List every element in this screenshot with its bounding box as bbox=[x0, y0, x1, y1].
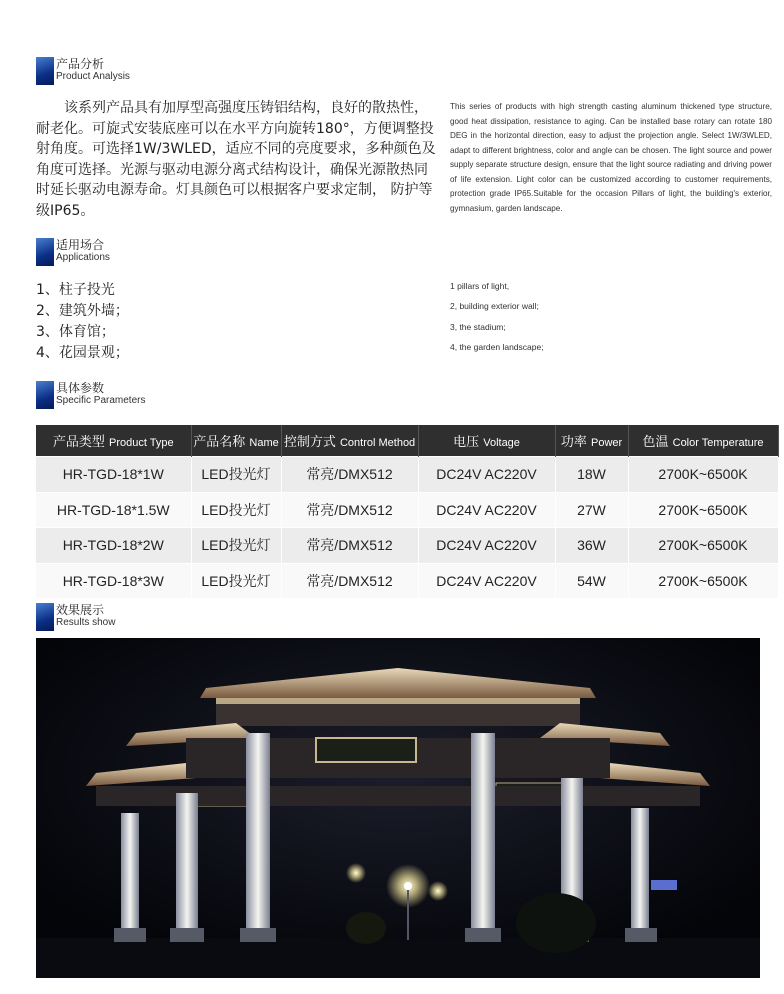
application-item-zh: 1、柱子投光 bbox=[36, 282, 115, 298]
product-analysis-text-zh: 该系列产品具有加厚型高强度压铸铝结构，良好的散热性，耐老化。可旋式安装底座可以在水平方向旋转180°，方便调整投射角度。可选择1W/3WLED，适应不同的亮度要求，多种颜色及角度可选择。光源与驱动电源分离式结构设计，确保光源散热同时延长驱动电源寿命。灯具颜色可以根据客户要求定制， 防护等级IP65。 bbox=[36, 100, 436, 219]
col-header-type: 产品类型 Product Type bbox=[36, 425, 191, 457]
cell-type: HR-TGD-18*1.5W bbox=[36, 492, 191, 528]
cell-power: 54W bbox=[555, 563, 628, 598]
cell-power: 36W bbox=[555, 528, 628, 564]
cell-control: 常亮/DMX512 bbox=[281, 457, 418, 493]
cell-type: HR-TGD-18*1W bbox=[36, 457, 191, 493]
application-item-zh: 4、花园景观； bbox=[36, 345, 129, 361]
results-title-zh: 效果展示 bbox=[56, 603, 105, 617]
table-row bbox=[36, 457, 778, 493]
applications-title-en: Applications bbox=[56, 252, 110, 263]
cell-control: 常亮/DMX512 bbox=[281, 528, 418, 564]
cell-power: 18W bbox=[555, 457, 628, 493]
cell-voltage: DC24V AC220V bbox=[418, 457, 555, 493]
cell-control: 常亮/DMX512 bbox=[281, 563, 418, 598]
col-header-name: 产品名称 Name bbox=[191, 425, 281, 457]
product-analysis-text-en: This series of products with high strength casting aluminum thickened type structure, good heat dissipation, resistance to aging. Can be installed base rotary can rotate 180 DEG in the horizontal direction, easy to adjust the projection angle. Select 1W/3WLED, adapt to different brightness, color and angle can be chosen. The light source and power supply separate structure design, ensure that the light source radiating and driving power of life extension. Light color can be customized according to customer requirements, protection grade IP65.Suitable for the occasion Pillars of light, the building's exterior, gymnasium, garden landscape. bbox=[450, 102, 772, 213]
application-item-en: 2, building exterior wall; bbox=[450, 301, 539, 311]
cell-name: LED投光灯 bbox=[191, 457, 281, 493]
applications-title-zh: 适用场合 bbox=[56, 238, 105, 252]
cell-voltage: DC24V AC220V bbox=[418, 528, 555, 564]
spec-table bbox=[36, 425, 779, 598]
cell-type: HR-TGD-18*2W bbox=[36, 528, 191, 564]
cell-power: 27W bbox=[555, 492, 628, 528]
cell-control: 常亮/DMX512 bbox=[281, 492, 418, 528]
specs-title-zh: 具体参数 bbox=[56, 381, 105, 395]
cell-color-temp: 2700K~6500K bbox=[628, 492, 778, 528]
section-marker-icon bbox=[36, 603, 54, 631]
result-photo bbox=[36, 638, 760, 978]
section-marker-icon bbox=[36, 381, 54, 409]
cell-color-temp: 2700K~6500K bbox=[628, 457, 778, 493]
cell-voltage: DC24V AC220V bbox=[418, 492, 555, 528]
cell-name: LED投光灯 bbox=[191, 528, 281, 564]
cell-name: LED投光灯 bbox=[191, 563, 281, 598]
application-item-zh: 2、建筑外墙； bbox=[36, 303, 129, 319]
col-header-control: 控制方式 Control Method bbox=[281, 425, 418, 457]
illuminated-archway-image bbox=[36, 638, 760, 978]
section-marker-icon bbox=[36, 238, 54, 266]
product-analysis-title-zh: 产品分析 bbox=[56, 57, 105, 71]
specs-title-en: Specific Parameters bbox=[56, 395, 146, 406]
application-item-en: 1 pillars of light, bbox=[450, 281, 510, 291]
col-header-voltage: 电压 Voltage bbox=[418, 425, 555, 457]
results-title-en: Results show bbox=[56, 617, 116, 628]
table-row bbox=[36, 528, 778, 564]
application-item-en: 3, the stadium; bbox=[450, 322, 506, 332]
cell-color-temp: 2700K~6500K bbox=[628, 563, 778, 598]
application-item-en: 4, the garden landscape; bbox=[450, 342, 544, 352]
table-row bbox=[36, 563, 778, 598]
cell-voltage: DC24V AC220V bbox=[418, 563, 555, 598]
table-row bbox=[36, 492, 778, 528]
application-item-zh: 3、体育馆； bbox=[36, 324, 115, 340]
cell-color-temp: 2700K~6500K bbox=[628, 528, 778, 564]
cell-type: HR-TGD-18*3W bbox=[36, 563, 191, 598]
col-header-color-temp: 色温 Color Temperature bbox=[628, 425, 778, 457]
table-header-row bbox=[36, 425, 778, 457]
cell-name: LED投光灯 bbox=[191, 492, 281, 528]
product-analysis-title-en: Product Analysis bbox=[56, 71, 130, 82]
section-marker-icon bbox=[36, 57, 54, 85]
col-header-power: 功率 Power bbox=[555, 425, 628, 457]
